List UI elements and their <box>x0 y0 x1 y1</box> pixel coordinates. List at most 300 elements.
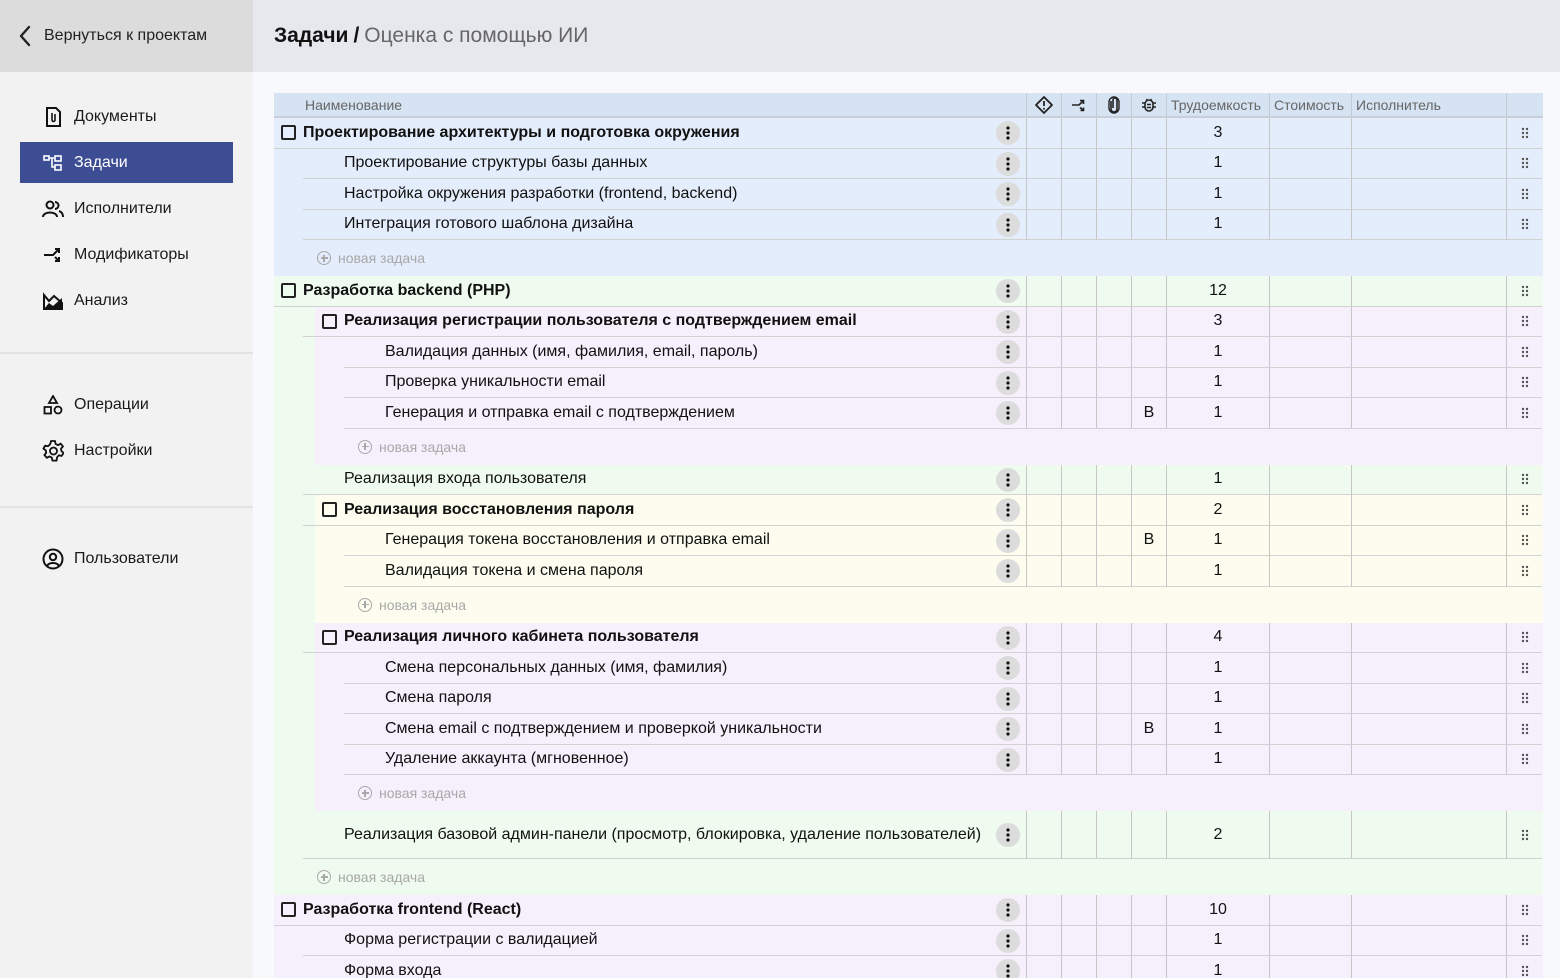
more-options-button[interactable] <box>996 310 1020 334</box>
effort-cell[interactable]: 1 <box>1166 684 1269 715</box>
page-header <box>253 0 1560 72</box>
table-row[interactable] <box>274 745 1543 776</box>
task-name[interactable]: Форма регистрации с валидацией <box>344 931 598 949</box>
bug-cell[interactable] <box>1131 653 1166 684</box>
cost-cell[interactable] <box>1269 337 1351 368</box>
executor-cell[interactable] <box>1351 337 1506 368</box>
effort-cell[interactable]: 1 <box>1166 368 1269 399</box>
executor-cell[interactable] <box>1351 495 1506 526</box>
executor-cell[interactable] <box>1351 895 1506 926</box>
priority-cell[interactable] <box>1026 465 1061 496</box>
table-row[interactable] <box>274 276 1543 307</box>
task-name[interactable]: Проектирование структуры базы данных <box>344 154 648 172</box>
more-options-button[interactable] <box>996 748 1020 772</box>
column-header-attachment[interactable] <box>1096 93 1131 116</box>
drag-handle[interactable] <box>1506 337 1542 368</box>
new-task-label: новая задача <box>379 785 466 801</box>
attachment-cell[interactable] <box>1096 745 1131 776</box>
drag-handle[interactable] <box>1506 368 1542 399</box>
sidebar-item-executors[interactable] <box>20 188 233 229</box>
kebab-icon <box>1006 284 1010 298</box>
task-name[interactable]: Проектирование архитектуры и подготовка окружения <box>303 123 740 141</box>
sidebar-item-label: Настройки <box>74 441 153 459</box>
table-row[interactable] <box>274 926 1543 957</box>
column-header-modifier[interactable] <box>1061 93 1096 116</box>
bug-cell[interactable]: B <box>1131 526 1166 557</box>
task-name[interactable]: Смена email с подтверждением и проверкой уникальности <box>385 719 822 737</box>
task-name[interactable]: Валидация данных (имя, фамилия, email, пароль) <box>385 342 758 360</box>
modifier-cell[interactable] <box>1061 337 1096 368</box>
modifier-cell[interactable] <box>1061 926 1096 957</box>
effort-cell[interactable]: 1 <box>1166 653 1269 684</box>
table-row[interactable] <box>274 307 1543 338</box>
task-name-cell <box>274 653 1026 684</box>
task-name[interactable]: Реализация базовой админ-панели (просмотр, блокировка, удаление пользователей) <box>344 826 982 843</box>
executor-cell[interactable] <box>1351 684 1506 715</box>
executor-cell[interactable] <box>1351 526 1506 557</box>
effort-cell[interactable]: 1 <box>1166 526 1269 557</box>
attachment-cell[interactable] <box>1096 368 1131 399</box>
attachment-cell[interactable] <box>1096 623 1131 654</box>
executor-cell[interactable] <box>1351 623 1506 654</box>
table-row[interactable] <box>274 556 1543 587</box>
effort-cell[interactable]: 1 <box>1166 926 1269 957</box>
modifier-cell[interactable] <box>1061 368 1096 399</box>
task-name-cell <box>274 465 1026 496</box>
modifier-cell[interactable] <box>1061 745 1096 776</box>
effort-cell[interactable]: 1 <box>1166 956 1269 978</box>
task-name-cell <box>274 276 1026 307</box>
task-name-cell <box>274 179 1026 210</box>
modifier-cell[interactable] <box>1061 623 1096 654</box>
drag-handle[interactable] <box>1506 118 1542 149</box>
more-options-button[interactable] <box>996 687 1020 711</box>
attachment-cell[interactable] <box>1096 465 1131 496</box>
modifier-cell[interactable] <box>1061 684 1096 715</box>
drag-handle[interactable] <box>1506 926 1542 957</box>
cost-cell[interactable] <box>1269 623 1351 654</box>
bug-cell[interactable] <box>1131 956 1166 978</box>
executor-cell[interactable] <box>1351 210 1506 241</box>
effort-cell[interactable]: 1 <box>1166 210 1269 241</box>
more-options-button[interactable] <box>996 823 1020 847</box>
cost-cell[interactable] <box>1269 556 1351 587</box>
task-name[interactable]: Настройка окружения разработки (frontend, backend) <box>344 184 738 202</box>
table-row[interactable] <box>274 465 1543 496</box>
modifier-cell[interactable] <box>1061 956 1096 978</box>
task-name[interactable]: Генерация токена восстановления и отправка email <box>385 531 770 549</box>
priority-cell[interactable] <box>1026 307 1061 338</box>
modifier-cell[interactable] <box>1061 653 1096 684</box>
effort-cell[interactable]: 1 <box>1166 149 1269 180</box>
table-row[interactable] <box>274 495 1543 526</box>
attachment-cell[interactable] <box>1096 179 1131 210</box>
sidebar-item-documents[interactable] <box>20 96 233 137</box>
table-row[interactable] <box>274 653 1543 684</box>
attachment-cell[interactable] <box>1096 149 1131 180</box>
attachment-cell[interactable] <box>1096 926 1131 957</box>
sidebar-item-label: Операции <box>74 395 149 413</box>
bug-cell[interactable] <box>1131 179 1166 210</box>
breadcrumb-section[interactable]: Задачи <box>274 24 349 47</box>
task-name[interactable]: Разработка backend (PHP) <box>303 281 511 299</box>
column-header-effort[interactable]: Трудоемкость <box>1166 93 1269 116</box>
executor-cell[interactable] <box>1351 714 1506 745</box>
task-name-cell <box>274 526 1026 557</box>
task-checkbox[interactable] <box>322 630 337 645</box>
modifier-cell[interactable] <box>1061 714 1096 745</box>
effort-cell[interactable]: 3 <box>1166 307 1269 338</box>
task-checkbox[interactable] <box>281 902 296 917</box>
cost-cell[interactable] <box>1269 276 1351 307</box>
plus-circle-icon <box>358 440 372 454</box>
priority-cell[interactable] <box>1026 179 1061 210</box>
bug-cell[interactable] <box>1131 276 1166 307</box>
cost-cell[interactable] <box>1269 179 1351 210</box>
more-options-button[interactable] <box>996 213 1020 237</box>
priority-cell[interactable] <box>1026 714 1061 745</box>
sidebar-item-label: Документы <box>74 107 157 125</box>
task-name[interactable]: Проверка уникальности email <box>385 373 606 391</box>
back-to-projects-button[interactable] <box>0 0 253 72</box>
task-name[interactable]: Интеграция готового шаблона дизайна <box>344 215 634 233</box>
drag-handle[interactable] <box>1506 684 1542 715</box>
executor-cell[interactable] <box>1351 465 1506 496</box>
drag-grip-icon <box>1521 504 1529 516</box>
task-name[interactable]: Реализация регистрации пользователя с подтверждением email <box>344 312 857 330</box>
modifier-cell[interactable] <box>1061 895 1096 926</box>
effort-cell[interactable]: 1 <box>1166 337 1269 368</box>
attachment-cell[interactable] <box>1096 811 1131 859</box>
new-task-button[interactable] <box>274 240 1543 276</box>
priority-cell[interactable] <box>1026 368 1061 399</box>
drag-grip-icon <box>1521 934 1529 946</box>
drag-grip-icon <box>1521 127 1529 139</box>
attachment-cell[interactable] <box>1096 276 1131 307</box>
effort-cell[interactable]: 1 <box>1166 745 1269 776</box>
executor-cell[interactable] <box>1351 811 1506 859</box>
kebab-icon <box>1006 722 1010 736</box>
priority-cell[interactable] <box>1026 149 1061 180</box>
task-name[interactable]: Реализация входа пользователя <box>344 470 587 488</box>
attachment-cell[interactable] <box>1096 307 1131 338</box>
executor-cell[interactable] <box>1351 956 1506 978</box>
bug-cell[interactable] <box>1131 684 1166 715</box>
task-name[interactable]: Смена пароля <box>385 689 492 707</box>
priority-cell[interactable] <box>1026 526 1061 557</box>
modifier-cell[interactable] <box>1061 149 1096 180</box>
drag-handle[interactable] <box>1506 895 1542 926</box>
table-row[interactable] <box>274 210 1543 241</box>
attachment-cell[interactable] <box>1096 337 1131 368</box>
executor-cell[interactable] <box>1351 276 1506 307</box>
kebab-icon <box>1006 661 1010 675</box>
drag-grip-icon <box>1521 157 1529 169</box>
modifier-cell[interactable] <box>1061 307 1096 338</box>
executor-cell[interactable] <box>1351 556 1506 587</box>
table-row[interactable] <box>274 811 1543 859</box>
modifier-cell[interactable] <box>1061 811 1096 859</box>
cost-cell[interactable] <box>1269 956 1351 978</box>
more-options-button[interactable] <box>996 468 1020 492</box>
priority-cell[interactable] <box>1026 623 1061 654</box>
cost-cell[interactable] <box>1269 684 1351 715</box>
bug-cell[interactable] <box>1131 337 1166 368</box>
bug-cell[interactable] <box>1131 149 1166 180</box>
task-name[interactable]: Реализация личного кабинета пользователя <box>344 628 699 646</box>
bug-cell[interactable] <box>1131 465 1166 496</box>
more-options-button[interactable] <box>996 371 1020 395</box>
drag-handle[interactable] <box>1506 149 1542 180</box>
attachment-cell[interactable] <box>1096 714 1131 745</box>
priority-cell[interactable] <box>1026 210 1061 241</box>
drag-grip-icon <box>1521 904 1529 916</box>
more-options-button[interactable] <box>996 929 1020 953</box>
cost-cell[interactable] <box>1269 307 1351 338</box>
more-options-button[interactable] <box>996 626 1020 650</box>
task-name[interactable]: Форма входа <box>344 961 442 978</box>
table-row[interactable] <box>274 149 1543 180</box>
effort-cell[interactable]: 1 <box>1166 465 1269 496</box>
bug-cell[interactable] <box>1131 745 1166 776</box>
priority-cell[interactable] <box>1026 398 1061 429</box>
priority-cell[interactable] <box>1026 926 1061 957</box>
modifier-cell[interactable] <box>1061 398 1096 429</box>
subtask-group <box>274 495 1543 623</box>
bug-cell[interactable] <box>1131 495 1166 526</box>
modifier-cell[interactable] <box>1061 276 1096 307</box>
executor-cell[interactable] <box>1351 653 1506 684</box>
priority-cell[interactable] <box>1026 556 1061 587</box>
drag-handle[interactable] <box>1506 307 1542 338</box>
executor-cell[interactable] <box>1351 745 1506 776</box>
cost-cell[interactable] <box>1269 526 1351 557</box>
effort-cell[interactable]: 1 <box>1166 556 1269 587</box>
cost-cell[interactable] <box>1269 149 1351 180</box>
drag-grip-icon <box>1521 692 1529 704</box>
people-icon <box>42 198 64 220</box>
drag-grip-icon <box>1521 723 1529 735</box>
table-row[interactable] <box>274 398 1543 429</box>
new-task-button[interactable] <box>274 429 1543 465</box>
task-name-cell <box>274 684 1026 715</box>
cost-cell[interactable] <box>1269 714 1351 745</box>
modifier-cell[interactable] <box>1061 495 1096 526</box>
bug-cell[interactable] <box>1131 210 1166 241</box>
bug-cell[interactable] <box>1131 307 1166 338</box>
attachment-cell[interactable] <box>1096 526 1131 557</box>
more-options-button[interactable] <box>996 152 1020 176</box>
nav-group-settings <box>0 354 253 508</box>
table-row[interactable] <box>274 684 1543 715</box>
table-row[interactable] <box>274 118 1543 149</box>
executor-cell[interactable] <box>1351 368 1506 399</box>
table-row[interactable] <box>274 526 1543 557</box>
task-name[interactable]: Валидация токена и смена пароля <box>385 561 644 579</box>
new-task-button[interactable] <box>274 775 1543 811</box>
priority-cell[interactable] <box>1026 276 1061 307</box>
bug-cell[interactable]: B <box>1131 398 1166 429</box>
drag-handle[interactable] <box>1506 653 1542 684</box>
new-task-label: новая задача <box>379 596 466 613</box>
attachment-cell[interactable] <box>1096 556 1131 587</box>
sidebar-item-operations[interactable] <box>20 384 233 425</box>
drag-grip-icon <box>1521 218 1529 230</box>
table-row[interactable] <box>274 714 1543 745</box>
bug-cell[interactable] <box>1131 118 1166 149</box>
bug-cell[interactable] <box>1131 368 1166 399</box>
cost-cell[interactable] <box>1269 926 1351 957</box>
drag-handle[interactable] <box>1506 745 1542 776</box>
drag-grip-icon <box>1521 285 1529 297</box>
task-checkbox[interactable] <box>281 125 296 140</box>
effort-cell[interactable]: 1 <box>1166 179 1269 210</box>
paperclip-icon <box>1108 96 1120 114</box>
drag-grip-icon <box>1521 473 1529 485</box>
task-name-cell <box>274 368 1026 399</box>
new-task-button[interactable] <box>274 587 1543 623</box>
bug-cell[interactable] <box>1131 895 1166 926</box>
kebab-icon <box>1006 503 1010 517</box>
priority-cell[interactable] <box>1026 495 1061 526</box>
column-header-cost[interactable]: Стоимость <box>1269 93 1351 116</box>
cost-cell[interactable] <box>1269 811 1351 859</box>
table-row[interactable] <box>274 623 1543 654</box>
executor-cell[interactable] <box>1351 118 1506 149</box>
attachment-cell[interactable] <box>1096 118 1131 149</box>
drag-handle[interactable] <box>1506 276 1542 307</box>
attachment-cell[interactable] <box>1096 495 1131 526</box>
effort-cell[interactable]: 4 <box>1166 623 1269 654</box>
more-options-button[interactable] <box>996 959 1020 978</box>
plus-circle-icon <box>358 786 372 800</box>
effort-cell[interactable]: 3 <box>1166 118 1269 149</box>
effort-cell[interactable]: 2 <box>1166 811 1269 859</box>
column-header-name[interactable]: Наименование <box>305 96 403 113</box>
task-name[interactable]: Удаление аккаунта (мгновенное) <box>385 750 629 768</box>
cost-cell[interactable] <box>1269 118 1351 149</box>
sidebar-item-settings[interactable] <box>20 430 233 471</box>
effort-cell[interactable]: 10 <box>1166 895 1269 926</box>
drag-handle[interactable] <box>1506 465 1542 496</box>
table-row[interactable] <box>274 368 1543 399</box>
bug-cell[interactable] <box>1131 811 1166 859</box>
modifier-cell[interactable] <box>1061 210 1096 241</box>
cost-cell[interactable] <box>1269 745 1351 776</box>
drag-handle[interactable] <box>1506 956 1542 978</box>
bug-cell[interactable] <box>1131 556 1166 587</box>
task-name-cell <box>274 623 1026 654</box>
bug-cell[interactable] <box>1131 926 1166 957</box>
effort-cell[interactable]: 2 <box>1166 495 1269 526</box>
attachment-cell[interactable] <box>1096 210 1131 241</box>
executor-cell[interactable] <box>1351 179 1506 210</box>
executor-cell[interactable] <box>1351 149 1506 180</box>
attachment-cell[interactable] <box>1096 398 1131 429</box>
task-checkbox[interactable] <box>322 314 337 329</box>
table-row[interactable] <box>274 337 1543 368</box>
priority-cell[interactable] <box>1026 653 1061 684</box>
task-name-cell <box>274 556 1026 587</box>
drag-handle[interactable] <box>1506 210 1542 241</box>
effort-cell[interactable]: 12 <box>1166 276 1269 307</box>
bug-cell[interactable] <box>1131 623 1166 654</box>
drag-handle[interactable] <box>1506 495 1542 526</box>
cost-cell[interactable] <box>1269 895 1351 926</box>
cost-cell[interactable] <box>1269 495 1351 526</box>
drag-handle[interactable] <box>1506 714 1542 745</box>
task-group <box>274 118 1543 276</box>
priority-cell[interactable] <box>1026 811 1061 859</box>
priority-cell[interactable] <box>1026 684 1061 715</box>
task-name[interactable]: Генерация и отправка email с подтверждением <box>385 403 735 421</box>
task-name[interactable]: Реализация восстановления пароля <box>344 500 635 518</box>
drag-handle[interactable] <box>1506 398 1542 429</box>
cost-cell[interactable] <box>1269 465 1351 496</box>
table-row[interactable] <box>274 895 1543 926</box>
more-options-button[interactable] <box>996 529 1020 553</box>
drag-handle[interactable] <box>1506 556 1542 587</box>
drag-grip-icon <box>1521 188 1529 200</box>
column-header-priority[interactable] <box>1026 93 1061 116</box>
plus-circle-icon <box>317 870 331 884</box>
task-checkbox[interactable] <box>281 283 296 298</box>
effort-cell[interactable]: 1 <box>1166 714 1269 745</box>
priority-cell[interactable] <box>1026 118 1061 149</box>
modifier-cell[interactable] <box>1061 526 1096 557</box>
drag-handle[interactable] <box>1506 526 1542 557</box>
priority-cell[interactable] <box>1026 956 1061 978</box>
task-name[interactable]: Смена персональных данных (имя, фамилия) <box>385 658 728 676</box>
table-row[interactable] <box>274 956 1543 978</box>
attachment-cell[interactable] <box>1096 956 1131 978</box>
drag-handle[interactable] <box>1506 623 1542 654</box>
executor-cell[interactable] <box>1351 926 1506 957</box>
attachment-cell[interactable] <box>1096 653 1131 684</box>
modifier-cell[interactable] <box>1061 556 1096 587</box>
table-row[interactable] <box>274 179 1543 210</box>
executor-cell[interactable] <box>1351 307 1506 338</box>
drag-handle[interactable] <box>1506 811 1542 859</box>
modifier-cell[interactable] <box>1061 465 1096 496</box>
priority-cell[interactable] <box>1026 337 1061 368</box>
new-task-button[interactable] <box>274 859 1543 895</box>
task-name[interactable]: Разработка frontend (React) <box>303 900 522 918</box>
executor-cell[interactable] <box>1351 398 1506 429</box>
column-header-bug[interactable] <box>1131 93 1166 116</box>
cost-cell[interactable] <box>1269 368 1351 399</box>
cost-cell[interactable] <box>1269 653 1351 684</box>
sidebar-item-tasks[interactable] <box>20 142 233 183</box>
sidebar-item-users[interactable] <box>20 538 233 579</box>
column-header-executor[interactable]: Исполнитель <box>1351 93 1506 116</box>
attachment-cell[interactable] <box>1096 684 1131 715</box>
sidebar-item-analysis[interactable] <box>20 280 233 321</box>
priority-cell[interactable] <box>1026 895 1061 926</box>
cost-cell[interactable] <box>1269 398 1351 429</box>
cost-cell[interactable] <box>1269 210 1351 241</box>
sidebar-item-modifiers[interactable] <box>20 234 233 275</box>
priority-cell[interactable] <box>1026 745 1061 776</box>
modifier-cell[interactable] <box>1061 179 1096 210</box>
effort-cell[interactable]: 1 <box>1166 398 1269 429</box>
drag-handle[interactable] <box>1506 179 1542 210</box>
modifier-cell[interactable] <box>1061 118 1096 149</box>
attachment-cell[interactable] <box>1096 895 1131 926</box>
bug-cell[interactable]: B <box>1131 714 1166 745</box>
task-checkbox[interactable] <box>322 502 337 517</box>
task-name-cell <box>274 714 1026 745</box>
